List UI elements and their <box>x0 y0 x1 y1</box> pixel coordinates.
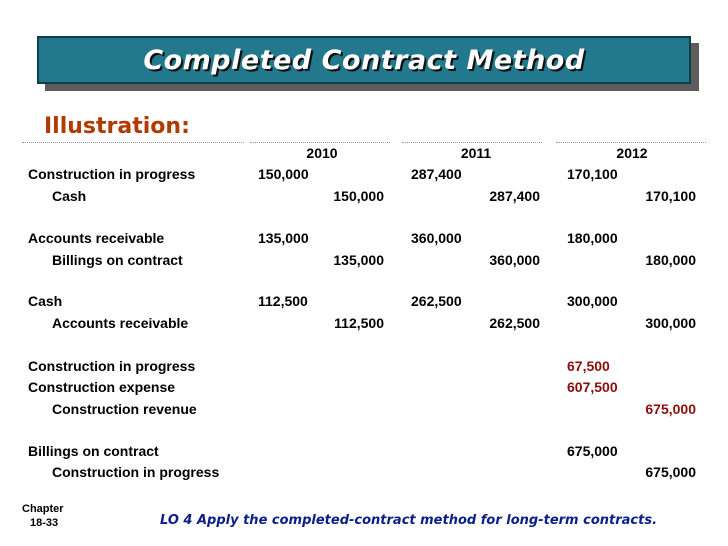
journal-row <box>0 166 728 186</box>
account-label: Accounts receivable <box>28 230 165 246</box>
account-label: Cash <box>28 293 63 309</box>
credit-amount: 675,000 <box>645 464 696 480</box>
debit-amount: 170,100 <box>567 166 618 182</box>
credit-amount: 135,000 <box>333 252 384 268</box>
journal-row <box>0 379 728 399</box>
credit-amount: 300,000 <box>645 315 696 331</box>
credit-amount: 262,500 <box>489 315 540 331</box>
journal-row <box>0 401 728 421</box>
illustration-heading: Illustration: <box>44 114 190 139</box>
journal-row <box>0 230 728 250</box>
account-label: Billings on contract <box>28 443 159 459</box>
year-header-2012: 2012 <box>616 145 648 161</box>
year-header-2010: 2010 <box>306 145 338 161</box>
chapter-reference <box>22 502 64 530</box>
journal-row <box>0 293 728 313</box>
title-banner <box>37 36 691 84</box>
slide-title: Completed Contract Method <box>143 44 585 76</box>
debit-amount: 180,000 <box>567 230 618 246</box>
credit-amount: 170,100 <box>645 188 696 204</box>
journal-row <box>0 443 728 463</box>
journal-row <box>0 188 728 208</box>
journal-row <box>0 315 728 335</box>
debit-amount: 150,000 <box>258 166 309 182</box>
chapter-number: 18-33 <box>30 517 59 529</box>
header-rule-2012 <box>556 142 706 143</box>
debit-amount: 112,500 <box>258 293 308 309</box>
chapter-label: Chapter <box>22 503 64 515</box>
debit-amount: 360,000 <box>411 230 462 246</box>
debit-amount: 287,400 <box>411 166 462 182</box>
account-label: Construction expense <box>28 379 176 395</box>
debit-amount: 262,500 <box>411 293 462 309</box>
header-rule-2010 <box>250 142 390 143</box>
credit-amount: 150,000 <box>333 188 384 204</box>
debit-amount: 675,000 <box>567 443 618 459</box>
debit-amount: 135,000 <box>258 230 309 246</box>
credit-amount: 360,000 <box>489 252 540 268</box>
account-label: Cash <box>52 188 87 204</box>
account-label: Billings on contract <box>52 252 183 268</box>
account-label: Accounts receivable <box>52 315 189 331</box>
account-label: Construction in progress <box>52 464 220 480</box>
journal-row <box>0 252 728 272</box>
debit-amount: 607,500 <box>567 379 618 395</box>
credit-amount: 180,000 <box>645 252 696 268</box>
debit-amount: 67,500 <box>567 358 610 374</box>
account-label: Construction in progress <box>28 166 196 182</box>
account-label: Construction revenue <box>52 401 197 417</box>
header-rule-2011 <box>402 142 542 143</box>
journal-row <box>0 464 728 484</box>
credit-amount: 287,400 <box>489 188 540 204</box>
credit-amount: 675,000 <box>645 401 696 417</box>
journal-row <box>0 358 728 378</box>
year-header-2011: 2011 <box>460 145 492 161</box>
learning-objective: LO 4 Apply the completed-contract method for long-term contracts. <box>160 513 658 528</box>
header-rule-labels <box>22 142 244 143</box>
debit-amount: 300,000 <box>567 293 618 309</box>
account-label: Construction in progress <box>28 358 196 374</box>
credit-amount: 112,500 <box>334 315 384 331</box>
